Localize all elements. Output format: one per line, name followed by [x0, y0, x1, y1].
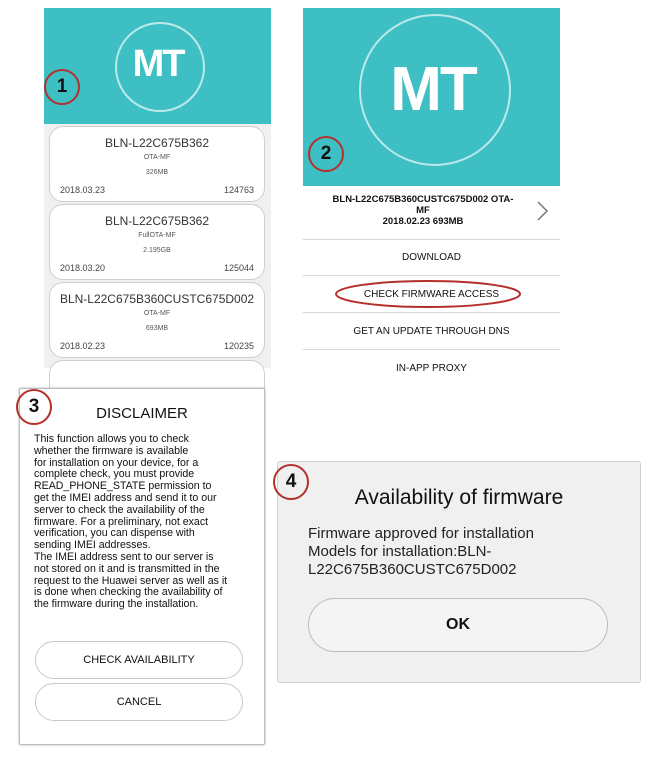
firmware-detail-screen [303, 8, 560, 374]
body-line: the firmware during the installation. [34, 598, 199, 611]
firmware-id: 124763 [223, 185, 254, 195]
firmware-type: FullOTA-MF [138, 232, 176, 239]
availability-message [308, 525, 628, 579]
firmware-date: 2018.02.23 [60, 341, 106, 351]
firmware-size: 2.195GB [143, 247, 171, 254]
body-line: This function allows you to check [34, 433, 189, 445]
ok-button[interactable]: OK [308, 598, 608, 652]
in-app-proxy-button[interactable]: IN-APP PROXY [303, 349, 560, 380]
firmware-date-size: 2018.02.23 693MB [382, 216, 464, 227]
firmware-title: BLN-L22C675B360CUSTC675D002 [59, 292, 255, 306]
firmware-name-line: MF [416, 205, 430, 216]
firmware-date: 2018.03.20 [60, 263, 106, 273]
firmware-info-row[interactable] [303, 186, 560, 238]
download-button[interactable]: DOWNLOAD [303, 239, 560, 276]
firmware-date: 2018.03.23 [60, 185, 106, 195]
app-logo: MT [132, 43, 184, 85]
body-line: is done when checking the availability of [34, 586, 223, 599]
step-marker-4: 4 [273, 464, 309, 500]
body-line: READ_PHONE_STATE permission to [34, 480, 212, 493]
firmware-name-line: BLN-L22C675B360CUSTC675D002 OTA- [332, 194, 514, 205]
firmware-card[interactable] [49, 126, 265, 202]
disclaimer-dialog [19, 388, 265, 745]
check-firmware-access-button[interactable]: CHECK FIRMWARE ACCESS [303, 275, 560, 313]
firmware-card[interactable] [49, 282, 265, 358]
body-line: whether the firmware is available [34, 444, 189, 457]
firmware-list-screen [44, 8, 271, 368]
dns-update-button[interactable]: GET AN UPDATE THROUGH DNS [303, 312, 560, 350]
dialog-title: DISCLAIMER [96, 405, 188, 422]
step-marker-2: 2 [308, 136, 344, 172]
body-line: server to check the availability of the [34, 503, 205, 516]
firmware-id: 120235 [223, 341, 254, 351]
body-line: request to the Huawei server as well as it [34, 574, 228, 587]
cancel-button[interactable]: CANCEL [35, 683, 243, 721]
check-availability-button[interactable]: CHECK AVAILABILITY [35, 641, 243, 679]
body-line: firmware. For a preliminary, not exact [34, 515, 209, 528]
body-line: not stored on it and is transmitted in the [34, 562, 220, 575]
body-line: sending IMEI addresses. [34, 539, 151, 552]
highlight-ellipse [333, 278, 523, 310]
step-marker-3: 3 [16, 389, 52, 425]
availability-dialog [277, 461, 641, 683]
app-logo: MT [390, 55, 476, 124]
firmware-type: OTA-MF [143, 310, 171, 317]
firmware-title: BLN-L22C675B362 [104, 136, 210, 150]
body-line: verification, you can dispense with [34, 527, 195, 540]
firmware-card[interactable] [49, 204, 265, 280]
disclaimer-body [34, 434, 260, 611]
body-line: complete check, you must provide [34, 468, 195, 481]
firmware-size: 693MB [145, 325, 169, 332]
message-line: Firmware approved for installation [308, 525, 534, 542]
message-line: L22C675B360CUSTC675D002 [308, 561, 517, 578]
firmware-id: 125044 [223, 263, 254, 273]
body-line: for installation on your device, for a [34, 456, 199, 469]
message-line: Models for installation:BLN- [308, 543, 492, 560]
body-line: get the IMEI address and send it to our [34, 491, 217, 504]
app-header [44, 8, 271, 124]
dialog-title: Availability of firmware [354, 486, 564, 509]
chevron-right-icon [535, 200, 549, 222]
firmware-type: OTA-MF [143, 154, 171, 161]
firmware-title: BLN-L22C675B362 [104, 214, 210, 228]
step-marker-1: 1 [44, 69, 80, 105]
firmware-size: 326MB [145, 169, 169, 176]
body-line: The IMEI address sent to our server is [34, 550, 214, 563]
